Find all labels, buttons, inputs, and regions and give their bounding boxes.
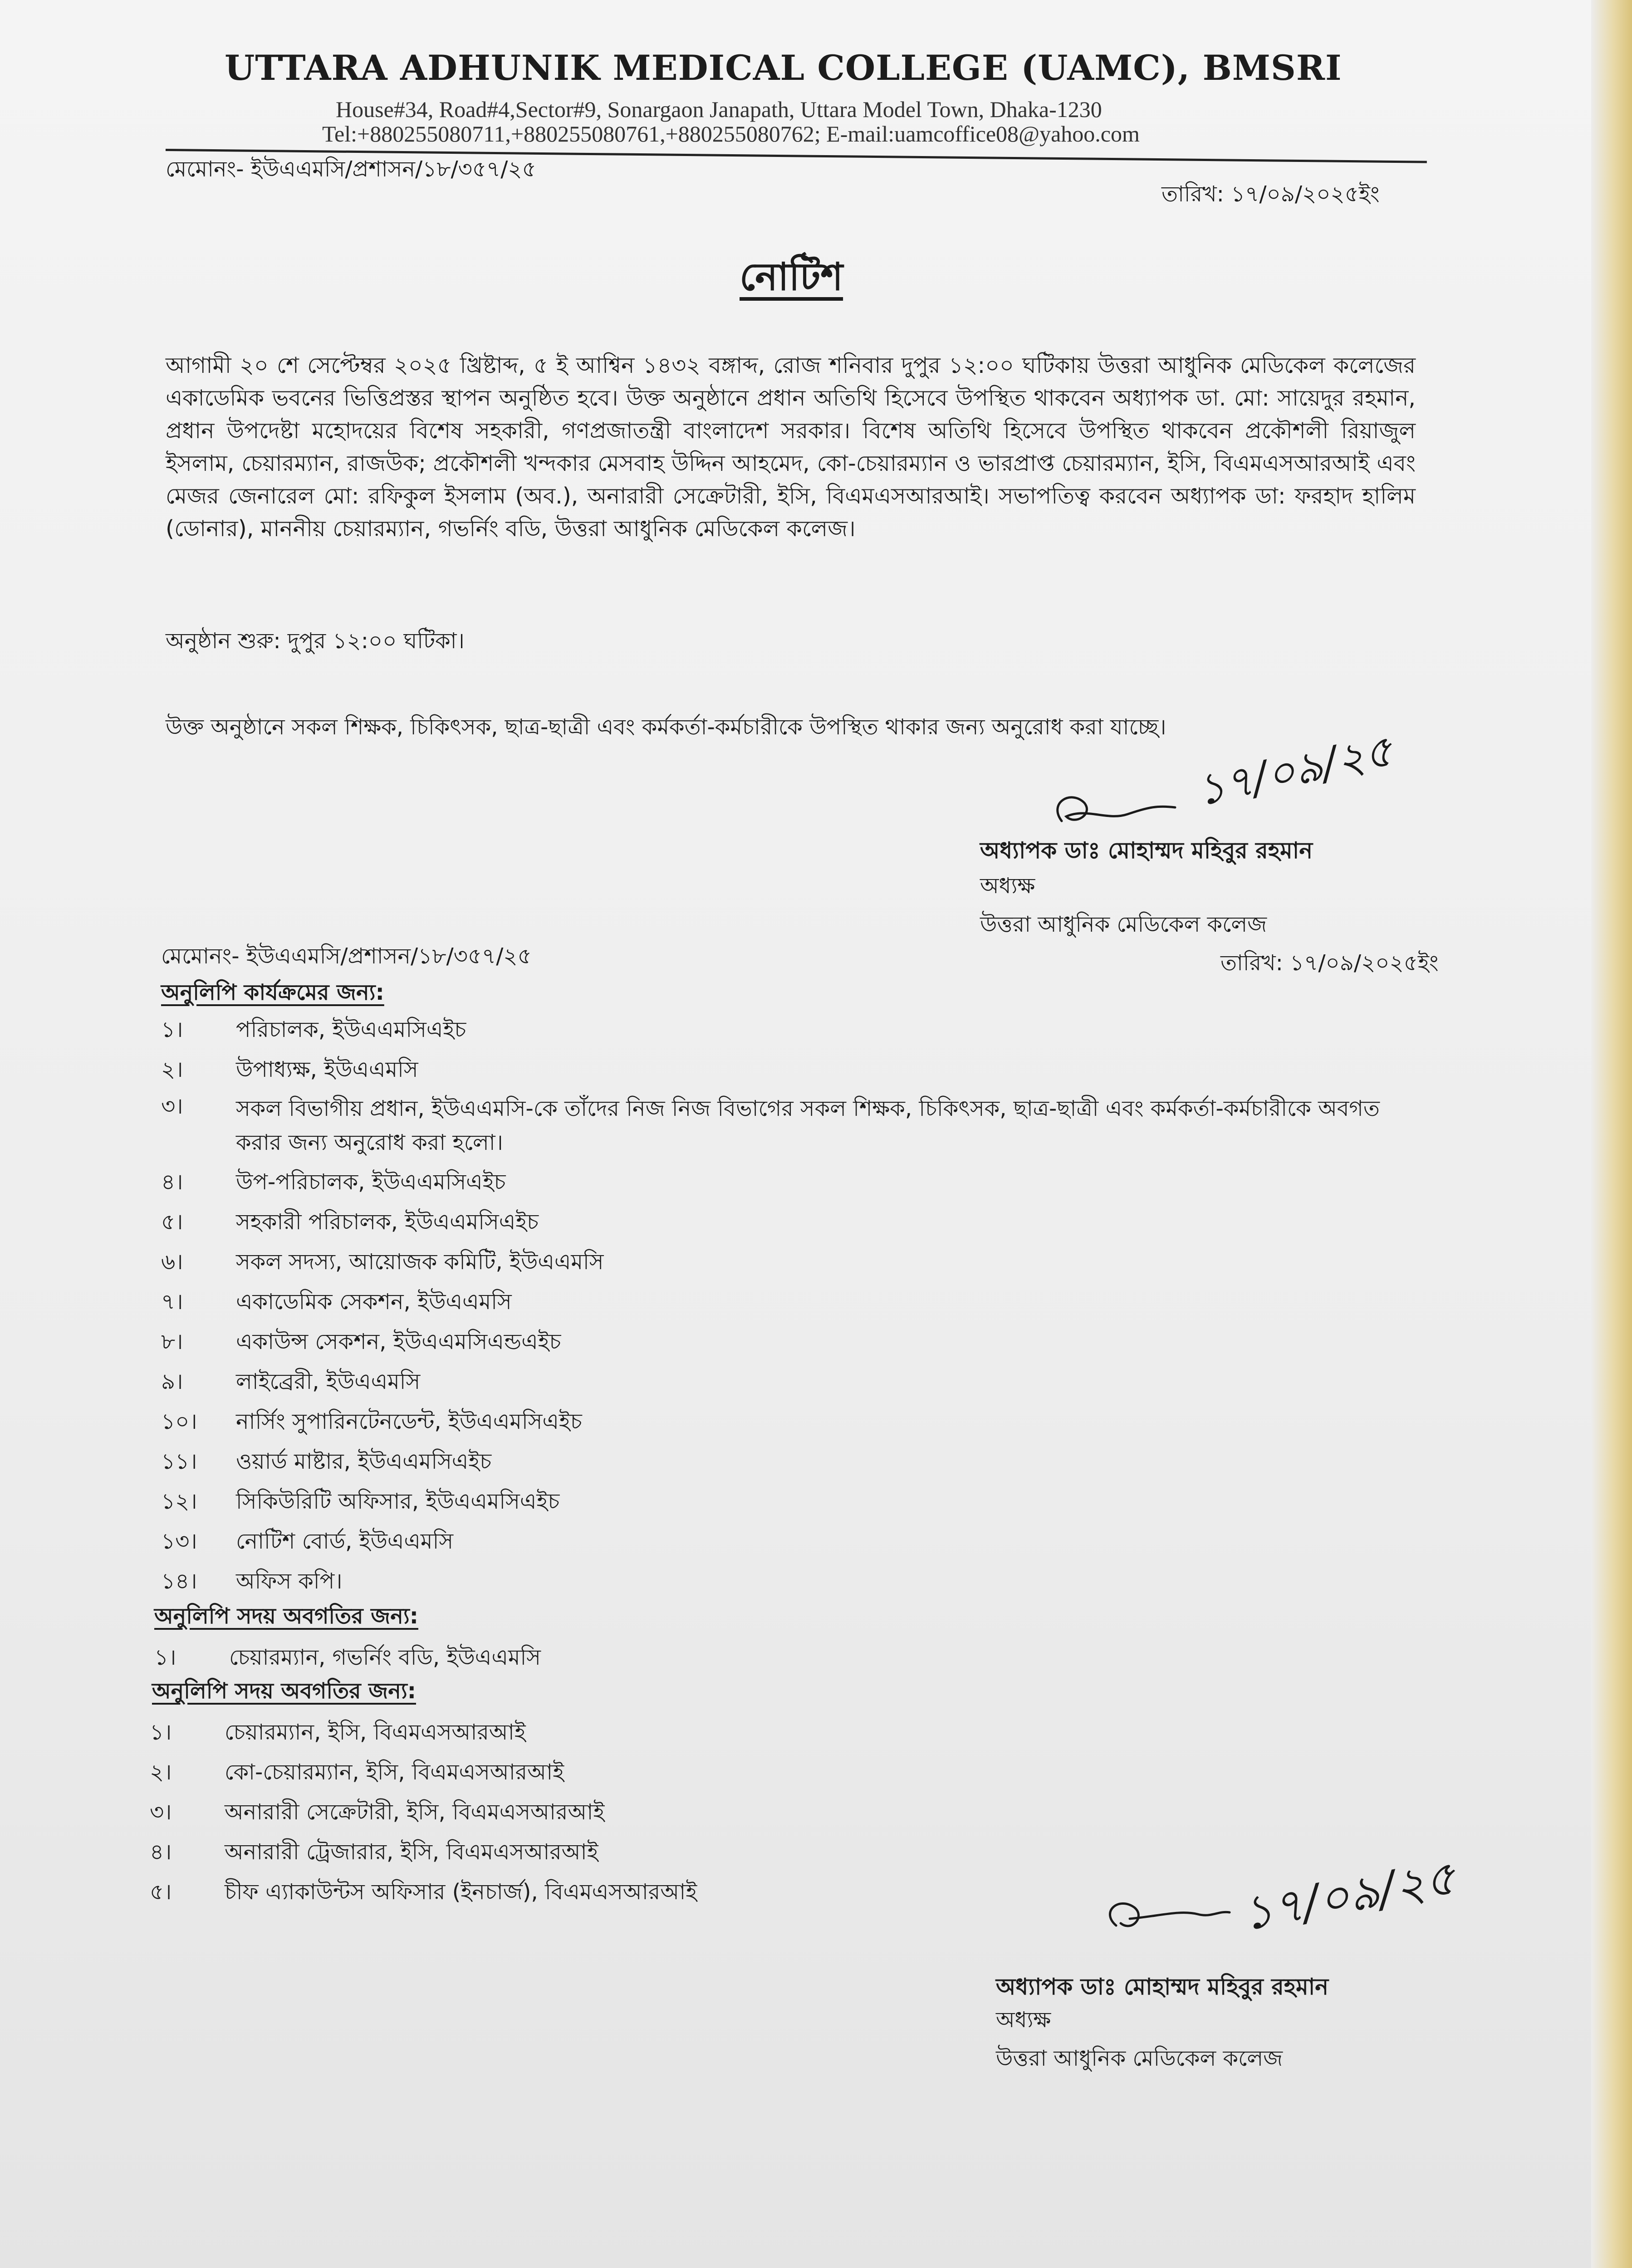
list-item: ১। চেয়ারম্যান, গভর্নিং বডি, ইউএএমসি <box>154 1645 541 1670</box>
page-edge <box>1591 0 1632 2268</box>
signatory-institution: উত্তরা আধুনিক মেডিকেল কলেজ <box>980 912 1267 937</box>
attendance-request: উক্ত অনুষ্ঠানে সকল শিক্ষক, চিকিৎসক, ছাত্র-ছাত্রী এবং কর্মকর্তা-কর্মচারীকে উপস্থিত থাকার জন্য অনুরোধ করা যাচ্ছে। <box>166 714 1166 740</box>
list-item: ১। পরিচালক, ইউএএমসিএইচ <box>161 1017 466 1042</box>
list-item: ৪। উপ-পরিচালক, ইউএএমসিএইচ <box>161 1169 506 1195</box>
event-start-time: অনুষ্ঠান শুরু: দুপুর ১২:০০ ঘটিকা। <box>166 628 465 654</box>
list-item: ১২। সিকিউরিটি অফিসার, ইউএএমসিএইচ <box>161 1489 560 1514</box>
college-address: House#34, Road#4,Sector#9, Sonargaon Janapath, Uttara Model Town, Dhaka-1230 <box>336 97 1102 122</box>
copies-info-list-1 <box>154 1637 1425 1677</box>
signatory-institution-2: উত্তরা আধুনিক মেডিকেল কলেজ <box>996 2046 1283 2071</box>
copies-action-heading: অনুলিপি কার্যক্রমের জন্য: <box>161 980 384 1005</box>
college-name: UTTARA ADHUNIK MEDICAL COLLEGE (UAMC), BMSRI <box>225 48 1342 88</box>
list-item: ৭। একাডেমিক সেকশন, ইউএএমসি <box>161 1289 512 1315</box>
list-item: ১। চেয়ারম্যান, ইসি, বিএমএসআরআই <box>150 1720 526 1745</box>
list-item: ৩। অনারারী সেক্রেটারী, ইসি, বিএমএসআরআই <box>150 1799 605 1825</box>
list-item: ১৪। অফিস কপি। <box>161 1569 343 1594</box>
signatory-designation: অধ্যক্ষ <box>980 873 1035 899</box>
copies-info-heading-1: অনুলিপি সদয় অবগতির জন্য: <box>154 1603 418 1629</box>
signature-handwritten-date-2: ১৭/০৯/২৫ <box>1238 1849 1460 1942</box>
memo-number: মেমোনং- ইউএএমসি/প্রশাসন/১৮/৩৫৭/২৫ <box>166 156 536 182</box>
memo-date-copy: তারিখ: ১৭/০৯/২০২৫ইং <box>1220 950 1439 976</box>
college-contact: Tel:+880255080711,+880255080761,+880255080762; E-mail:uamcoffice08@yahoo.com <box>322 121 1140 147</box>
list-item: ২। কো-চেয়ারম্যান, ইসি, বিএমএসআরআই <box>150 1760 564 1785</box>
notice-title: নোটিশ <box>740 254 843 299</box>
copies-action-list <box>161 1010 1431 1601</box>
list-item: ১০। নার্সিং সুপারিনটেনডেন্ট, ইউএএমসিএইচ <box>161 1409 582 1434</box>
list-item: ৫। চীফ এ্যাকাউন্টস অফিসার (ইনচার্জ), বিএমএসআরআই <box>150 1879 697 1905</box>
list-item: ১১। ওয়ার্ড মাষ্টার, ইউএএমসিএইচ <box>161 1449 492 1474</box>
memo-number-copy: মেমোনং- ইউএএমসি/প্রশাসন/১৮/৩৫৭/২৫ <box>161 943 532 969</box>
principal-signature <box>1044 725 1429 844</box>
list-item: ৫। সহকারী পরিচালক, ইউএএমসিএইচ <box>161 1209 539 1235</box>
list-item: ৯। লাইব্রেরী, ইউএএমসি <box>161 1369 421 1394</box>
list-item: ৮। একাউন্স সেকশন, ইউএএমসিএন্ডএইচ <box>161 1329 561 1354</box>
signatory-designation-2: অধ্যক্ষ <box>996 2007 1051 2033</box>
memo-date: তারিখ: ১৭/০৯/২০২৫ইং <box>1162 181 1380 207</box>
list-item: ৩। সকল বিভাগীয় প্রধান, ইউএএমসি-কে তাঁদের নিজ নিজ বিভাগের সকল শিক্ষক, চিকিৎসক, ছাত্র-ছাত্রী এবং কর্মকর্তা-কর্মচারীকে অবগত করার জন্য অনুরোধ করা হলো। <box>161 1094 1380 1155</box>
signature-handwritten-date: ১৭/০৯/২৫ <box>1192 725 1397 816</box>
list-item: ৬। সকল সদস্য, আয়োজক কমিটি, ইউএএমসি <box>161 1249 604 1275</box>
signatory-name: অধ্যাপক ডাঃ মোহাম্মদ মহিবুর রহমান <box>980 837 1313 864</box>
principal-signature-2 <box>1089 1849 1497 1973</box>
list-item: ২। উপাধ্যক্ষ, ইউএএমসি <box>161 1057 418 1082</box>
copies-info-heading-2: অনুলিপি সদয় অবগতির জন্য: <box>152 1678 416 1704</box>
list-item: ৪। অনারারী ট্রেজারার, ইসি, বিএমএসআরআই <box>150 1839 598 1865</box>
list-item: ১৩। নোটিশ বোর্ড, ইউএএমসি <box>161 1529 454 1554</box>
notice-body: আগামী ২০ শে সেপ্টেম্বর ২০২৫ খ্রিষ্টাব্দ, ৫ ই আশ্বিন ১৪৩২ বঙ্গাব্দ, রোজ শনিবার দুপুর ১২:০০ ঘটিকায় উত্তরা আধুনিক মেডিকেল কলেজের একাডেমিক ভবনের ভিত্তিপ্রস্তর স্থাপন অনুষ্ঠিত হবে। উক্ত অনুষ্ঠানে প্রধান অতিথি হিসেবে উপস্থিত থাকবেন অধ্যাপক ডা. মো: সায়েদুর রহমান, প্রধান উপদেষ্টা মহোদয়ের বিশেষ সহকারী, গণপ্রজাতন্ত্রী বাংলাদেশ সরকার। বিশেষ অতিথি হিসেবে উপস্থিত থাকবেন প্রকৌশলী রিয়াজুল ইসলাম, চেয়ারম্যান, রাজউক; প্রকৌশলী খন্দকার মেসবাহ উদ্দিন আহমেদ, কো-চেয়ারম্যান ও ভারপ্রাপ্ত চেয়ারম্যান, ইসি, বিএমএসআরআই এবং মেজর জেনারেল মো: রফিকুল ইসলাম (অব.), অনারারী সেক্রেটারী, ইসি, বিএমএসআরআই। সভাপতিত্ব করবেন অধ্যাপক ডা: ফরহাদ হালিম (ডোনার), মাননীয় চেয়ারম্যান, গভর্নিং বডি, উত্তরা আধুনিক মেডিকেল কলেজ। <box>166 352 1416 542</box>
signatory-name-2: অধ্যাপক ডাঃ মোহাম্মদ মহিবুর রহমান <box>996 1974 1329 2000</box>
